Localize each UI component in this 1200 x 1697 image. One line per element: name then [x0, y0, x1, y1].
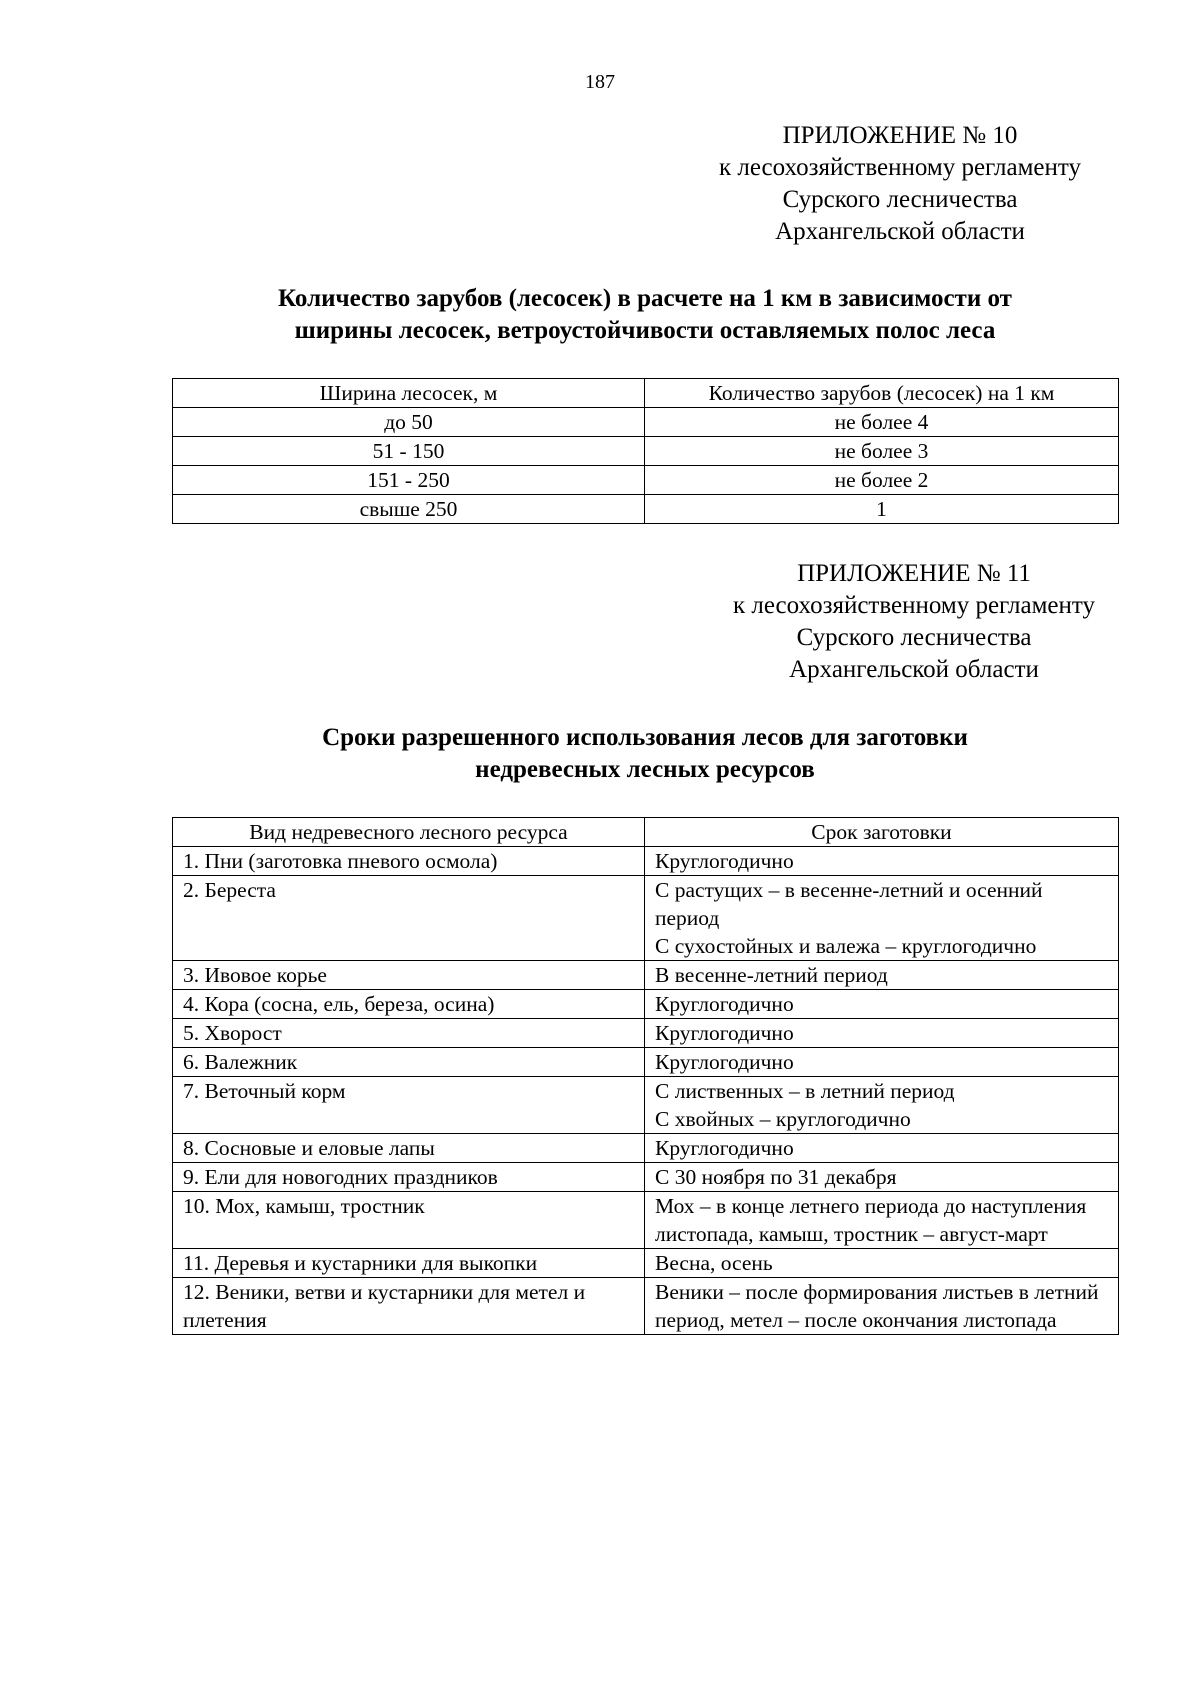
table-row — [173, 408, 1119, 437]
table-header-row — [173, 379, 1119, 408]
period-cell — [645, 990, 1119, 1019]
period-cell — [645, 1249, 1119, 1278]
table-row — [173, 1048, 1119, 1077]
period-cell — [645, 1134, 1119, 1163]
resource-cell: 4. Кора (сосна, ель, береза, осина) — [173, 990, 645, 1019]
period-line: Круглогодично — [655, 1136, 794, 1160]
column-header: Вид недревесного лесного ресурса — [173, 818, 645, 847]
period-line: Весна, осень — [655, 1251, 773, 1275]
page-number: 187 — [585, 71, 615, 93]
appendix-10-header — [640, 120, 1160, 248]
heading-line: ширины лесосек, ветроустойчивости оставляемых полос леса — [294, 317, 996, 344]
resource-cell: 8. Сосновые и еловые лапы — [173, 1134, 645, 1163]
table-row — [173, 1134, 1119, 1163]
appendix-title: ПРИЛОЖЕНИЕ № 11 — [797, 560, 1031, 587]
column-header: Ширина лесосек, м — [173, 379, 645, 408]
count-cell: не более 3 — [645, 437, 1119, 466]
period-line: Круглогодично — [655, 1021, 794, 1045]
table-row — [173, 466, 1119, 495]
period-cell — [645, 1192, 1119, 1249]
resource-cell: 2. Береста — [173, 876, 645, 961]
table-row — [173, 961, 1119, 990]
period-line: С хвойных – круглогодично — [655, 1107, 911, 1131]
table-header-row — [173, 818, 1119, 847]
period-line: В весенне-летний период — [655, 963, 888, 987]
table-row — [173, 990, 1119, 1019]
resource-cell: 6. Валежник — [173, 1048, 645, 1077]
resource-cell: 9. Ели для новогодних праздников — [173, 1163, 645, 1192]
cutting-areas-table — [172, 378, 1119, 524]
period-line: С лиственных – в летний период — [655, 1079, 955, 1103]
table1-heading — [170, 283, 1120, 347]
count-cell: не более 4 — [645, 408, 1119, 437]
period-cell — [645, 1163, 1119, 1192]
appendix-title: ПРИЛОЖЕНИЕ № 10 — [782, 122, 1018, 149]
appendix-subtitle: к лесохозяйственному регламенту — [718, 154, 1082, 181]
period-cell — [645, 847, 1119, 876]
resource-cell: 3. Ивовое корье — [173, 961, 645, 990]
heading-line: Количество зарубов (лесосек) в расчете на 1 км в зависимости от — [278, 285, 1012, 312]
width-cell: до 50 — [173, 408, 645, 437]
table-row — [173, 1163, 1119, 1192]
period-cell — [645, 1048, 1119, 1077]
period-line: Веники – после формирования листьев в летний период, метел – после окончания листопада — [655, 1280, 1099, 1332]
appendix-forestry: Сурского лесничества — [796, 624, 1032, 651]
period-cell — [645, 961, 1119, 990]
period-line: Круглогодично — [655, 849, 794, 873]
heading-line: недревесных лесных ресурсов — [475, 756, 815, 783]
table-row — [173, 1192, 1119, 1249]
resource-cell: 7. Веточный корм — [173, 1077, 645, 1134]
appendix-region: Архангельской области — [775, 218, 1025, 245]
appendix-11-header — [654, 558, 1174, 686]
period-line: Мох – в конце летнего периода до наступления листопада, камыш, тростник – август-март — [655, 1194, 1087, 1246]
table-row — [173, 876, 1119, 961]
period-cell — [645, 1278, 1119, 1335]
table-row — [173, 495, 1119, 524]
width-cell: свыше 250 — [173, 495, 645, 524]
table-row — [173, 1019, 1119, 1048]
table-row — [173, 1278, 1119, 1335]
count-cell: 1 — [645, 495, 1119, 524]
period-line: С сухостойных и валежа – круглогодично — [655, 934, 1037, 958]
resource-cell: 1. Пни (заготовка пневого осмола) — [173, 847, 645, 876]
table-row — [173, 1077, 1119, 1134]
period-line: Круглогодично — [655, 1050, 794, 1074]
period-cell — [645, 1019, 1119, 1048]
resource-cell: 10. Мох, камыш, тростник — [173, 1192, 645, 1249]
table-row — [173, 437, 1119, 466]
width-cell: 51 - 150 — [173, 437, 645, 466]
period-cell — [645, 1077, 1119, 1134]
count-cell: не более 2 — [645, 466, 1119, 495]
appendix-forestry: Сурского лесничества — [782, 186, 1018, 213]
period-line: С растущих – в весенне-летний и осенний период — [655, 878, 1043, 930]
appendix-region: Архангельской области — [789, 656, 1039, 683]
period-line: Круглогодично — [655, 992, 794, 1016]
column-header: Количество зарубов (лесосек) на 1 км — [645, 379, 1119, 408]
table-row — [173, 1249, 1119, 1278]
resource-cell: 5. Хворост — [173, 1019, 645, 1048]
appendix-subtitle: к лесохозяйственному регламенту — [732, 592, 1096, 619]
column-header: Срок заготовки — [645, 818, 1119, 847]
period-cell — [645, 876, 1119, 961]
table2-heading — [170, 722, 1120, 786]
period-line: С 30 ноября по 31 декабря — [655, 1165, 897, 1189]
non-timber-resources-table — [172, 817, 1119, 1335]
width-cell: 151 - 250 — [173, 466, 645, 495]
table-row — [173, 847, 1119, 876]
heading-line: Сроки разрешенного использования лесов для заготовки — [322, 724, 968, 751]
resource-cell: 11. Деревья и кустарники для выкопки — [173, 1249, 645, 1278]
resource-cell: 12. Веники, ветви и кустарники для метел и плетения — [173, 1278, 645, 1335]
